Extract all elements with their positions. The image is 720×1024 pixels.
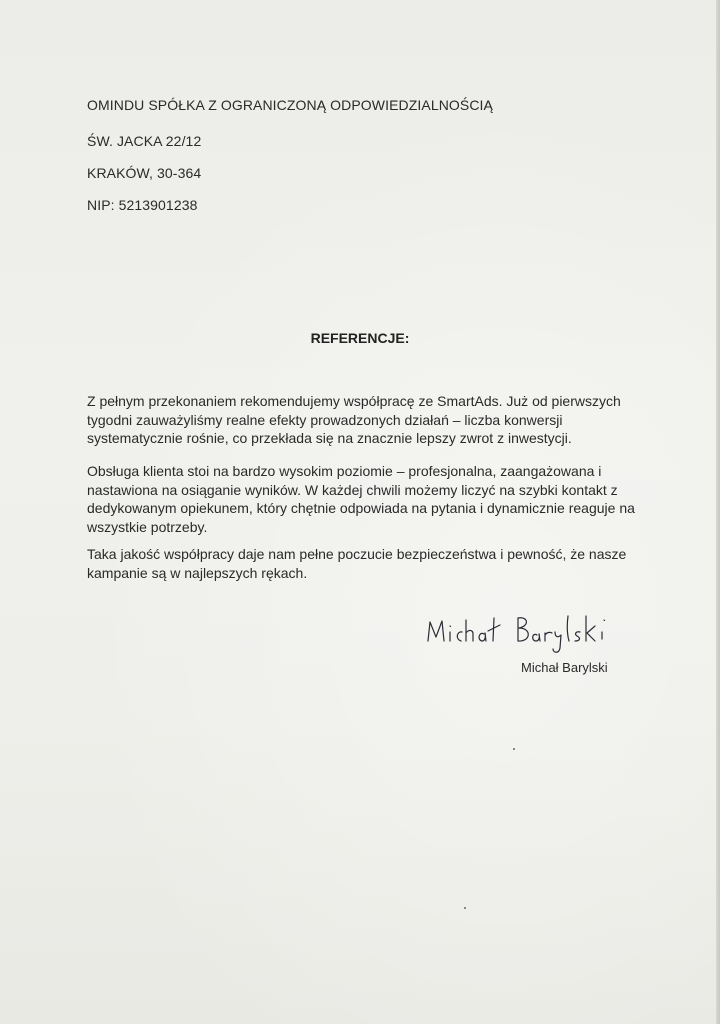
paragraph-2-line: nastawiona na osiąganie wyników. W każdej chwili możemy liczyć na szybki kontakt z bbox=[87, 481, 618, 498]
paragraph-1-line: Z pełnym przekonaniem rekomendujemy współpracę ze SmartAds. Już od pierwszych bbox=[87, 393, 621, 409]
letter-title: REFERENCJE: bbox=[310, 330, 410, 346]
paragraph-3-line: Taka jakość współpracy daje nam pełne poczucie bezpieczeństwa i pewność, że nasze bbox=[87, 546, 627, 562]
paragraph-2-line: Obsługa klienta stoi na bardzo wysokim poziomie – profesjonalna, zaangażowana i bbox=[87, 463, 602, 479]
paragraph-3-line: kampanie są w najlepszych rękach. bbox=[87, 564, 308, 581]
handwritten-signature bbox=[420, 604, 620, 654]
company-nip: NIP: 5213901238 bbox=[87, 197, 198, 213]
company-city: KRAKÓW, 30-364 bbox=[87, 165, 202, 181]
paragraph-1-line: systematycznie rośnie, co przekłada się na znacznie lepszy zwrot z inwestycji. bbox=[87, 430, 572, 446]
company-street: ŚW. JACKA 22/12 bbox=[87, 133, 202, 149]
paragraph-1-line: tygodni zauważyliśmy realne efekty prowadzonych działań – liczba konwersji bbox=[87, 411, 563, 428]
signer-printed-name: Michał Barylski bbox=[521, 660, 608, 675]
paper-speck bbox=[464, 907, 466, 909]
paragraph-1 bbox=[87, 392, 621, 448]
paragraph-2-line: wszystkie potrzeby. bbox=[87, 518, 208, 535]
paper-edge-shadow bbox=[716, 0, 720, 1024]
paragraph-2-line: dedykowanym opiekunem, który chętnie odpowiada na pytania i dynamicznie reaguje na bbox=[87, 500, 635, 516]
paragraph-3 bbox=[87, 545, 627, 582]
paper-speck bbox=[513, 748, 515, 750]
company-name: OMINDU SPÓŁKA Z OGRANICZONĄ ODPOWIEDZIALNOŚCIĄ bbox=[87, 97, 493, 113]
paragraph-2 bbox=[87, 462, 635, 536]
